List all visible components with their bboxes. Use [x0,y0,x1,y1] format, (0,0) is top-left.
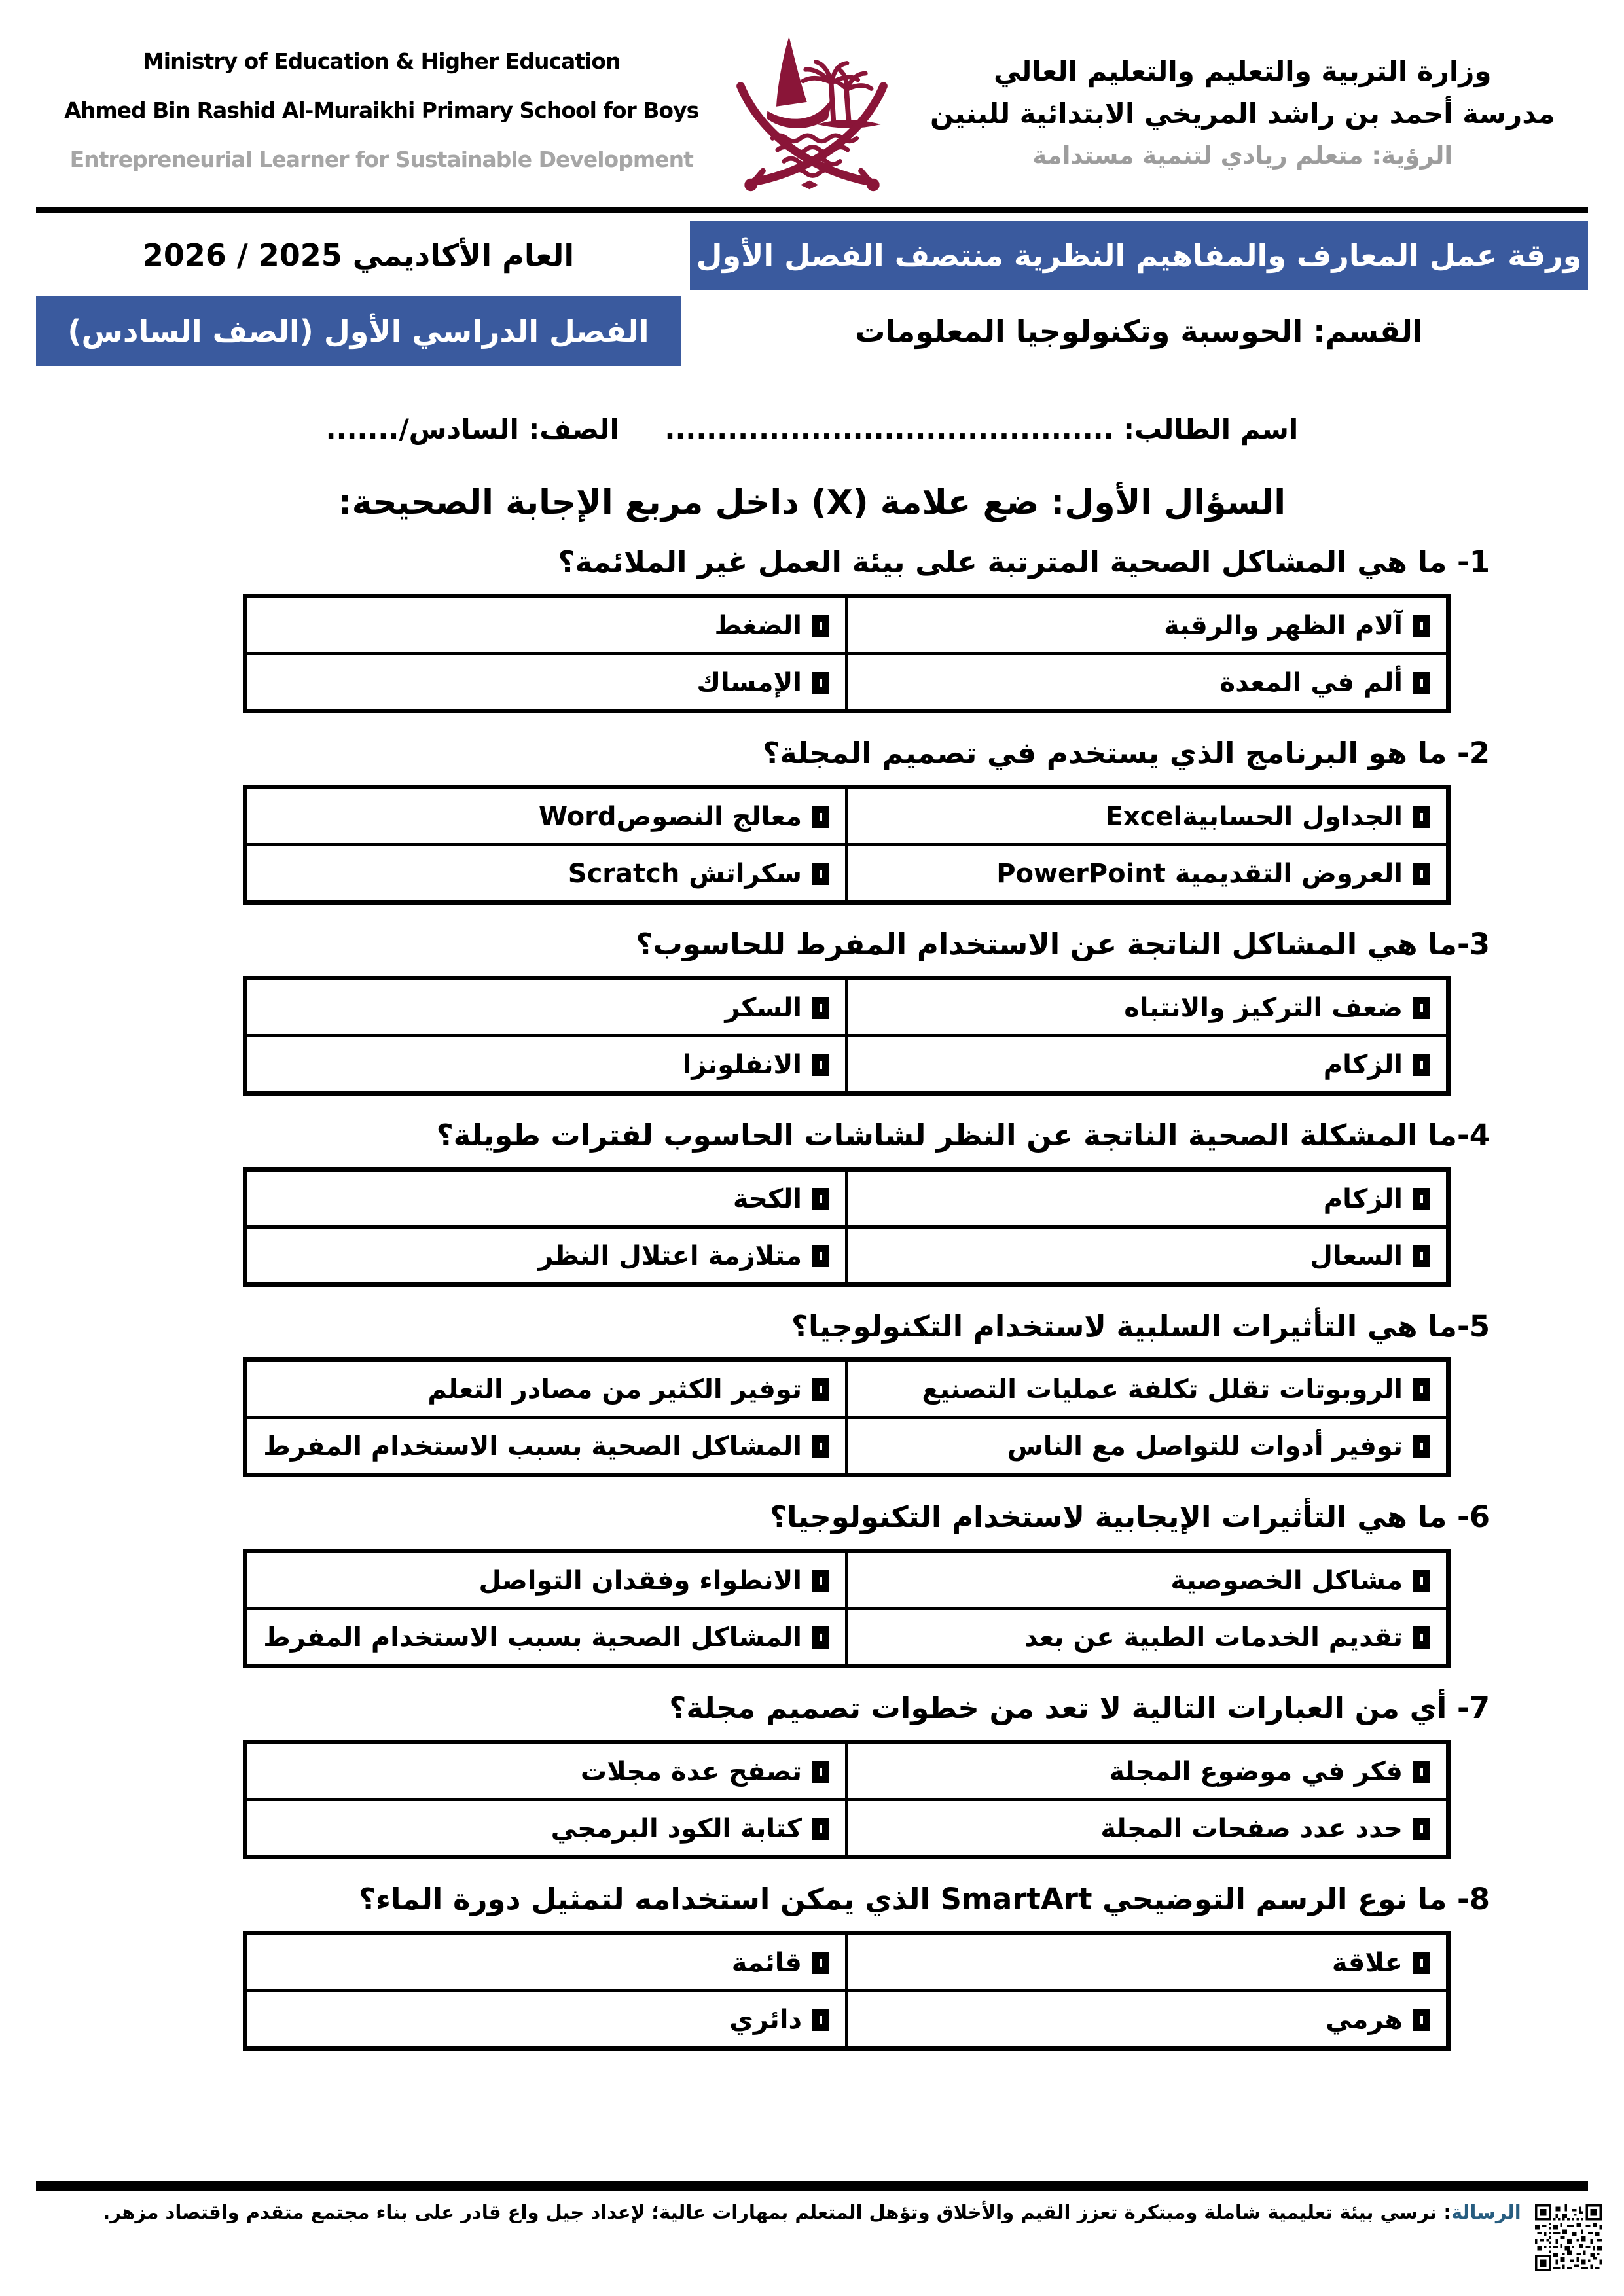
semester-banner: الفصل الدراسي الأول (الصف السادس) [36,296,681,366]
option-label: الروبوتات تقلل تكلفة عمليات التصنيع [922,1374,1403,1405]
ministry-name-ar: وزارة التربية والتعليم والتعليم العالي [993,54,1492,87]
option-cell [847,1800,1449,1857]
question-4-text: 4-ما المشكلة الصحية الناتجة عن النظر لشاشات الحاسوب لفترات طويلة؟ [436,1117,1490,1153]
option-label: دائري [729,2005,802,2036]
option-label: ضعف التركيز والانتباه [1124,992,1403,1023]
option-cell [245,1169,847,1227]
option-label: مشاكل الخصوصية [1170,1566,1403,1596]
school-vision-ar: الرؤية: متعلم ريادي لتنمية مستدامة [1032,141,1453,170]
answer-checkbox[interactable] [812,1818,829,1840]
qr-code-icon [1535,2204,1602,2271]
header-english-block [36,48,727,176]
option-label: الانفلونزا [682,1049,802,1080]
question-6-options-table [243,1549,1451,1668]
option-cell [847,1418,1449,1475]
option-cell [847,1933,1449,1991]
option-label: الزكام [1323,1049,1403,1080]
qatar-emblem-icon [727,27,897,196]
question-block-8 [36,1882,1588,2051]
question-block-7 [36,1691,1588,1859]
answer-checkbox[interactable] [1413,1761,1430,1783]
answer-checkbox[interactable] [1413,1570,1430,1592]
page-footer [36,2181,1588,2223]
question-7-options-table [243,1740,1451,1859]
option-label: هرمي [1326,2005,1403,2036]
answer-checkbox[interactable] [812,997,829,1019]
option-label: المشاكل الصحية بسبب الاستخدام المفرط [263,1623,802,1653]
option-cell [847,1609,1449,1666]
answer-checkbox[interactable] [812,1570,829,1592]
option-cell [245,596,847,653]
answer-checkbox[interactable] [812,2009,829,2031]
option-cell [245,1551,847,1609]
department-label: القسم: الحوسبة وتكنولوجيا المعلومات [855,313,1423,349]
option-cell [245,1418,847,1475]
option-label: تقديم الخدمات الطبية عن بعد [1024,1623,1403,1653]
option-label: السعال [1310,1240,1403,1271]
answer-checkbox[interactable] [812,1435,829,1458]
question-1-options-table [243,594,1451,713]
question-1-text: 1- ما هي المشاكل الصحية المترتبة على بيئة العمل غير الملائمة؟ [558,545,1490,579]
option-cell [847,1742,1449,1800]
option-label: تصفح عدة مجلات [580,1757,802,1787]
option-label: علاقة [1331,1948,1403,1979]
answer-checkbox[interactable] [812,806,829,828]
question-4-options-table [243,1167,1451,1287]
answer-checkbox[interactable] [1413,1818,1430,1840]
question-2-text: 2- ما هو البرنامج الذي يستخدم في تصميم المجلة؟ [762,735,1490,770]
academic-year: العام الأكاديمي 2025 / 2026 [142,237,575,273]
student-info-line [36,413,1588,445]
answer-checkbox[interactable] [1413,1435,1430,1458]
option-label: الكحة [732,1183,802,1214]
question-3-options-table [243,976,1451,1096]
option-label: الانطواء وفقدان التواصل [478,1566,802,1596]
option-label: الجداول الحسابيةExcel [1105,801,1403,832]
mission-statement [36,2201,1588,2223]
option-label: فكر في موضوع المجلة [1109,1757,1403,1787]
option-cell [245,653,847,711]
worksheet-title-banner: ورقة عمل المعارف والمفاهيم النظرية منتصف الفصل الأول [690,221,1588,290]
option-cell [245,1742,847,1800]
question-block-6 [36,1499,1588,1668]
option-label: سكراتش Scratch [568,858,802,889]
option-cell [847,787,1449,844]
option-label: متلازمة اعتلال النظر [538,1240,802,1271]
answer-checkbox[interactable] [812,615,829,637]
answer-checkbox[interactable] [1413,1188,1430,1210]
option-label: توفير الكثير من مصادر التعلم [427,1374,802,1405]
option-cell [847,1227,1449,1284]
answer-checkbox[interactable] [1413,1245,1430,1267]
question-block-2 [36,736,1588,905]
option-label: الزكام [1323,1183,1403,1214]
option-cell [245,1991,847,2049]
option-label: توفير أدوات للتواصل مع الناس [1007,1431,1403,1462]
title-block [36,221,1588,366]
answer-checkbox[interactable] [812,672,829,694]
answer-checkbox[interactable] [812,1761,829,1783]
option-cell [847,596,1449,653]
answer-checkbox[interactable] [1413,615,1430,637]
option-cell [245,787,847,844]
question-5-options-table [243,1357,1451,1477]
question-8-text: 8- ما نوع الرسم التوضيحي SmartArt الذي يمكن استخدامه لتمثيل دورة الماء؟ [358,1882,1490,1917]
footer-divider [36,2181,1588,2191]
school-motto-en: Entrepreneurial Learner for Sustainable Development [69,146,693,172]
option-cell [847,978,1449,1035]
option-cell [245,1933,847,1991]
answer-checkbox[interactable] [1413,1626,1430,1649]
answer-checkbox[interactable] [812,1054,829,1076]
answer-checkbox[interactable] [1413,1952,1430,1974]
option-cell [847,1169,1449,1227]
question-block-3 [36,927,1588,1096]
option-cell [847,653,1449,711]
option-label: حدد عدد صفحات المجلة [1100,1814,1403,1844]
question-8-options-table [243,1931,1451,2051]
answer-checkbox[interactable] [812,1952,829,1974]
question-block-5 [36,1309,1588,1478]
option-cell [847,844,1449,902]
student-name-field[interactable]: ........................................... [664,413,1114,445]
question-3-text: 3-ما هي المشاكل الناتجة عن الاستخدام المفرط للحاسوب؟ [636,926,1490,961]
option-cell [245,1609,847,1666]
class-field[interactable]: الصف: السادس/....... [325,413,619,445]
school-name-ar: مدرسة أحمد بن راشد المريخي الابتدائية للبنين [930,97,1555,130]
question-7-text: 7- أي من العبارات التالية لا تعد من خطوات تصميم مجلة؟ [669,1691,1490,1726]
option-cell [245,1800,847,1857]
answer-checkbox[interactable] [1413,997,1430,1019]
main-question-heading: السؤال الأول: ضع علامة (X) داخل مربع الإجابة الصحيحة: [338,483,1286,522]
page-header [36,27,1588,213]
option-label: الإمساك [696,667,802,698]
school-name-en: Ahmed Bin Rashid Al-Muraikhi Primary School for Boys [64,97,699,123]
option-cell [847,1360,1449,1418]
header-arabic-block [897,55,1589,170]
option-label: العروض التقديمية PowerPoint [996,858,1403,889]
answer-checkbox[interactable] [1413,672,1430,694]
option-label: آلام الظهر والرقبة [1164,610,1403,641]
option-cell [847,1991,1449,2049]
option-cell [245,1035,847,1093]
answer-checkbox[interactable] [1413,1054,1430,1076]
option-cell [245,1360,847,1418]
option-label: كتابة الكود البرمجي [550,1814,802,1844]
question-6-text: 6- ما هي التأثيرات الإيجابية لاستخدام التكنولوجيا؟ [770,1499,1490,1535]
answer-checkbox[interactable] [812,1188,829,1210]
option-label: الضغط [714,610,802,641]
option-cell [847,1035,1449,1093]
answer-checkbox[interactable] [1413,2009,1430,2031]
question-2-options-table [243,785,1451,905]
mission-text: : نرسي بيئة تعليمية شاملة ومبتكرة تعزز القيم والأخلاق وتؤهل المتعلم بمهارات عالية؛ لإعداد جيل واع قادر على بناء مجتمع متقدم واقتصاد مزهر. [103,2201,1451,2223]
option-label: قائمة [731,1948,802,1979]
ministry-name-en: Ministry of Education & Higher Education [142,48,621,74]
question-block-4 [36,1118,1588,1287]
option-cell [245,844,847,902]
option-label: ألم في المعدة [1219,667,1403,698]
question-5-text: 5-ما هي التأثيرات السلبية لاستخدام التكنولوجيا؟ [791,1308,1490,1344]
option-label: السكر [725,992,802,1023]
option-cell [245,1227,847,1284]
answer-checkbox[interactable] [812,1245,829,1267]
answer-checkbox[interactable] [1413,1378,1430,1401]
answer-checkbox[interactable] [812,1626,829,1649]
question-block-1 [36,545,1588,713]
answer-checkbox[interactable] [812,1378,829,1401]
option-cell [245,978,847,1035]
answer-checkbox[interactable] [812,863,829,885]
student-name-label: اسم الطالب: [1123,413,1299,445]
option-label: معالج النصوصWord [538,801,802,832]
answer-checkbox[interactable] [1413,863,1430,885]
answer-checkbox[interactable] [1413,806,1430,828]
option-label: المشاكل الصحية بسبب الاستخدام المفرط [263,1431,802,1462]
mission-label: الرسالة [1451,2201,1521,2223]
option-cell [847,1551,1449,1609]
